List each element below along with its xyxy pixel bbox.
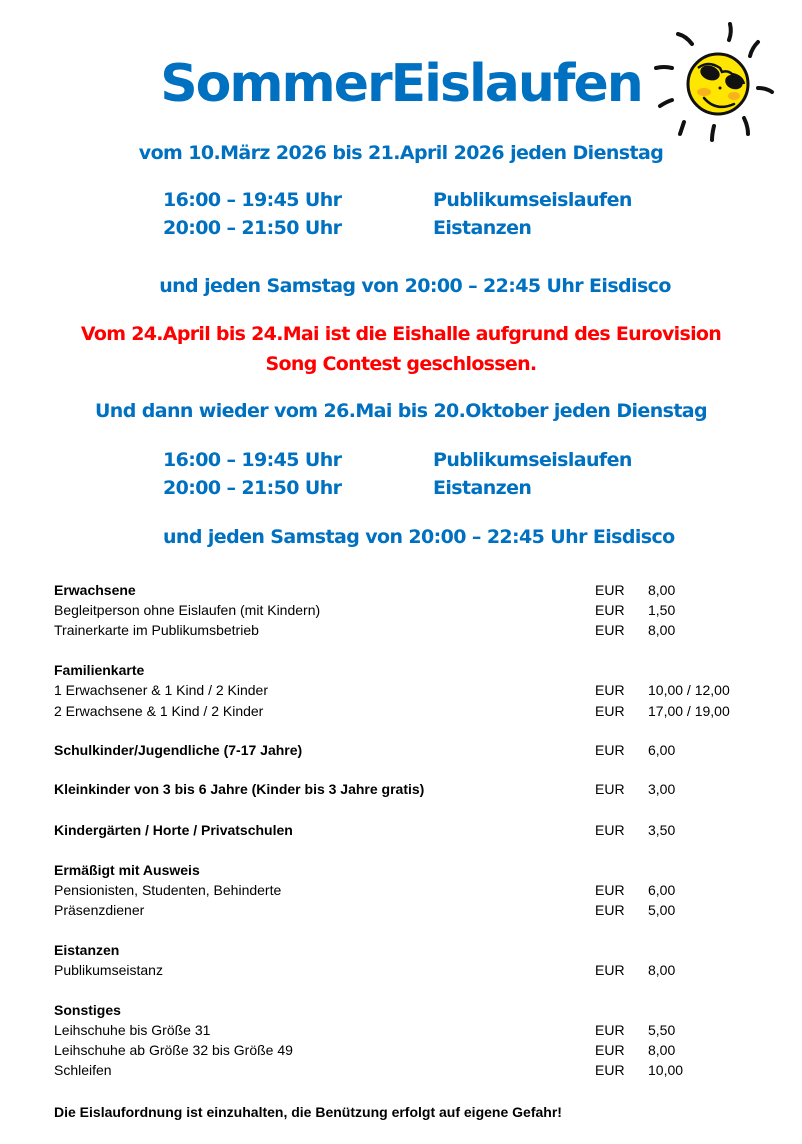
price-value: 5,50 (648, 1022, 676, 1038)
price-label: Pensionisten, Studenten, Behinderte (54, 882, 282, 898)
period2-time-2: 20:00 – 21:50 Uhr (163, 477, 342, 499)
price-currency: EUR (595, 582, 625, 598)
sun-with-sunglasses-icon (648, 18, 778, 148)
price-label: Ermäßigt mit Ausweis (54, 862, 200, 878)
price-label: 2 Erwachsene & 1 Kind / 2 Kinder (54, 703, 264, 719)
period1-heading: vom 10.März 2026 bis 21.April 2026 jeden Dienstag (138, 142, 664, 164)
price-label: Eistanzen (54, 942, 120, 958)
price-value: 8,00 (648, 962, 676, 978)
price-currency: EUR (595, 742, 625, 758)
price-label: Leihschuhe ab Größe 32 bis Größe 49 (54, 1042, 293, 1058)
period2-saturday: und jeden Samstag von 20:00 – 22:45 Uhr Eisdisco (163, 526, 675, 548)
price-value: 6,00 (648, 882, 676, 898)
price-label: Trainerkarte im Publikumsbetrieb (54, 622, 259, 638)
price-currency: EUR (595, 1022, 625, 1038)
price-label: Kleinkinder von 3 bis 6 Jahre (Kinder bis 3 Jahre gratis) (54, 781, 425, 797)
price-label: Schleifen (54, 1062, 112, 1078)
price-currency: EUR (595, 902, 625, 918)
price-value: 5,00 (648, 902, 676, 918)
price-currency: EUR (595, 882, 625, 898)
price-value: 3,00 (648, 781, 676, 797)
period1-saturday: und jeden Samstag von 20:00 – 22:45 Uhr Eisdisco (159, 275, 671, 297)
price-label: 1 Erwachsener & 1 Kind / 2 Kinder (54, 682, 269, 698)
price-row (54, 1020, 774, 1040)
price-label: Schulkinder/Jugendliche (7-17 Jahre) (54, 742, 303, 758)
price-row (54, 740, 774, 760)
price-value: 6,00 (648, 742, 676, 758)
price-value: 3,50 (648, 822, 676, 838)
price-label: Erwachsene (54, 582, 136, 598)
price-label: Präsenzdiener (54, 902, 145, 918)
price-value: 8,00 (648, 1042, 676, 1058)
period1-time-2: 20:00 – 21:50 Uhr (163, 217, 342, 239)
price-row (54, 1040, 774, 1060)
footer-disclaimer: Die Eislaufordnung ist einzuhalten, die Benützung erfolgt auf eigene Gefahr! (54, 1104, 562, 1120)
price-label: Sonstiges (54, 1002, 121, 1018)
price-row (54, 960, 774, 980)
period1-activity-2: Eistanzen (433, 217, 532, 239)
price-row (54, 820, 774, 840)
price-row (54, 620, 774, 640)
price-currency: EUR (595, 1042, 625, 1058)
period2-heading: Und dann wieder vom 26.Mai bis 20.Oktober jeden Dienstag (94, 400, 708, 422)
closure-notice (40, 319, 762, 379)
period1-time-1: 16:00 – 19:45 Uhr (163, 189, 342, 211)
price-currency: EUR (595, 962, 625, 978)
period2-time-1: 16:00 – 19:45 Uhr (163, 449, 342, 471)
price-row (54, 580, 774, 600)
price-currency: EUR (595, 622, 625, 638)
period1-activity-1: Publikumseislaufen (433, 189, 632, 211)
price-value: 17,00 / 19,00 (648, 703, 730, 719)
price-currency: EUR (595, 1062, 625, 1078)
price-currency: EUR (595, 781, 625, 797)
price-label: Kindergärten / Horte / Privatschulen (54, 822, 293, 838)
price-value: 8,00 (648, 582, 676, 598)
price-row (54, 680, 774, 700)
price-row (54, 701, 774, 721)
price-section-heading (54, 1000, 774, 1020)
price-label: Leihschuhe bis Größe 31 (54, 1022, 211, 1038)
period2-activity-1: Publikumseislaufen (433, 449, 632, 471)
price-value: 8,00 (648, 622, 676, 638)
period2-activity-2: Eistanzen (433, 477, 532, 499)
price-currency: EUR (595, 682, 625, 698)
price-row (54, 600, 774, 620)
closure-line-2: Song Contest geschlossen. (265, 353, 537, 375)
price-label: Publikumseistanz (54, 962, 163, 978)
price-label: Familienkarte (54, 662, 145, 678)
price-section-heading (54, 660, 774, 680)
page-title-text: SommerEislaufen (160, 54, 642, 114)
price-row (54, 900, 774, 920)
price-value: 10,00 / 12,00 (648, 682, 730, 698)
price-section-heading (54, 940, 774, 960)
closure-line-1: Vom 24.April bis 24.Mai ist die Eishalle aufgrund des Eurovision (80, 323, 722, 345)
price-currency: EUR (595, 822, 625, 838)
price-label: Begleitperson ohne Eislaufen (mit Kindern) (54, 602, 321, 618)
price-row (54, 1060, 774, 1080)
price-currency: EUR (595, 703, 625, 719)
price-value: 1,50 (648, 602, 676, 618)
price-row (54, 779, 774, 799)
price-currency: EUR (595, 602, 625, 618)
price-row (54, 880, 774, 900)
price-section-heading (54, 860, 774, 880)
price-value: 10,00 (648, 1062, 684, 1078)
